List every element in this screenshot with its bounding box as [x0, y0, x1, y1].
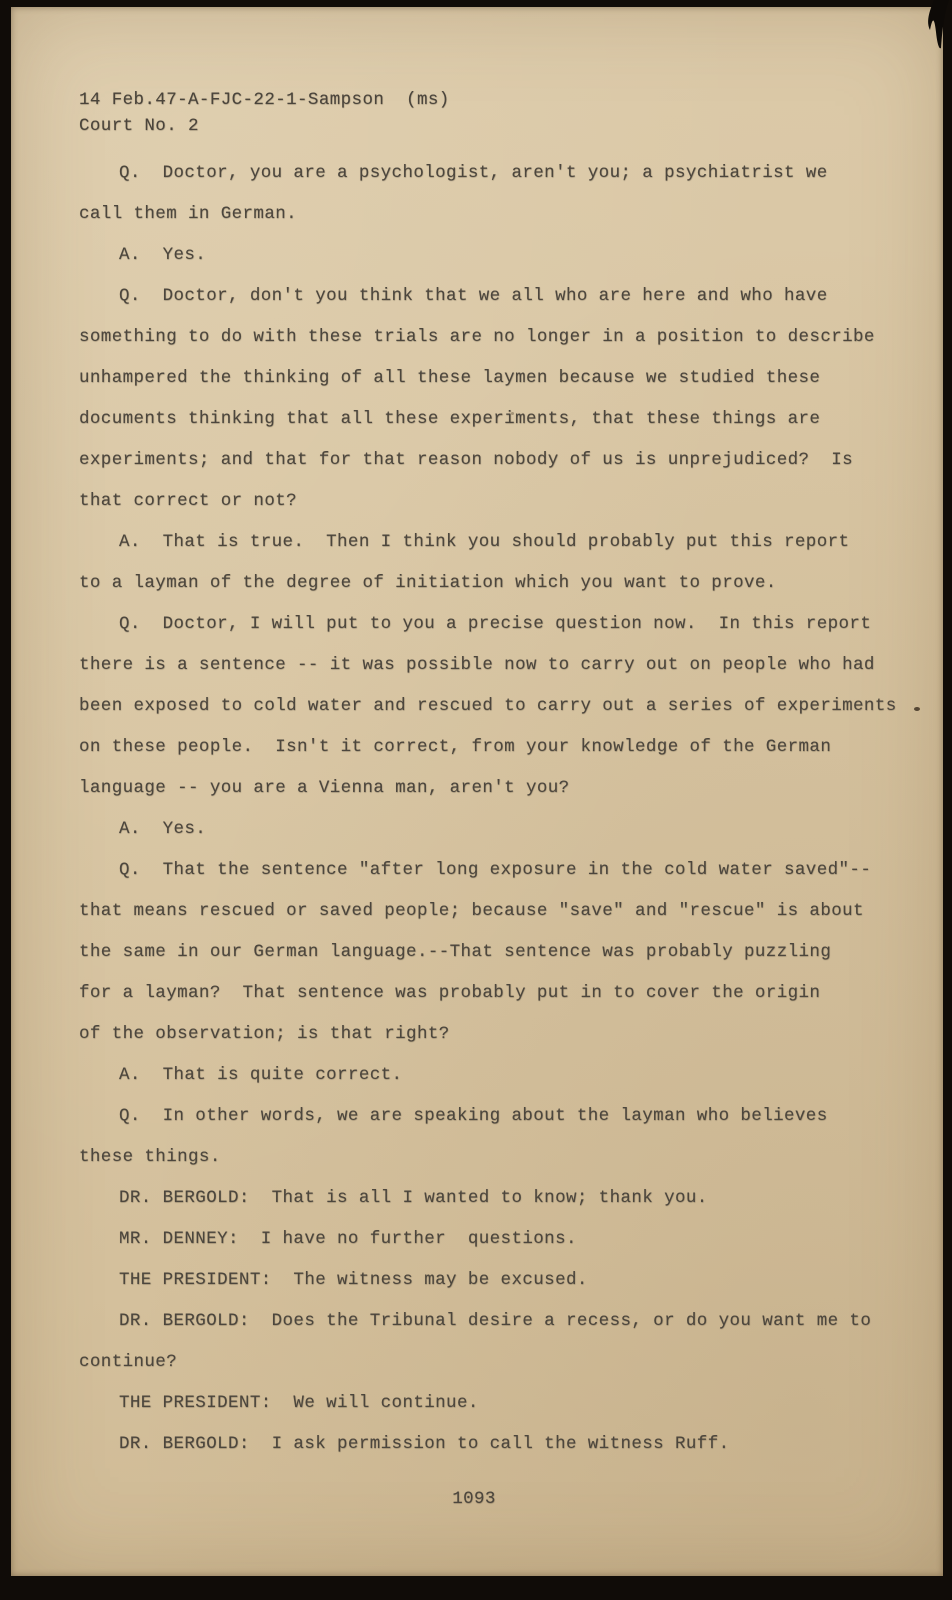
- transcript-line: Q. Doctor, you are a psychologist, aren't you; a psychiatrist we: [119, 163, 828, 183]
- transcript-line: A. That is true. Then I think you should probably put this report: [119, 532, 850, 552]
- transcript-line: Q. That the sentence "after long exposure in the cold water saved"--: [119, 860, 872, 880]
- transcript-line: for a layman? That sentence was probably put in to cover the origin: [79, 983, 821, 1003]
- paper-speck: [914, 707, 920, 711]
- paper-speck: [511, 412, 514, 415]
- transcript-line: these things.: [79, 1147, 221, 1167]
- transcript-line: A. Yes.: [119, 245, 207, 265]
- transcript-line: been exposed to cold water and rescued to carry out a series of experiments: [79, 696, 897, 716]
- transcript-line: A. Yes.: [119, 819, 207, 839]
- transcript-line: language -- you are a Vienna man, aren't you?: [79, 778, 570, 798]
- header-reference-line: 14 Feb.47-A-FJC-22-1-Sampson (ms): [79, 90, 450, 110]
- transcript-line: Q. Doctor, I will put to you a precise question now. In this report: [119, 614, 872, 634]
- transcript-line: documents thinking that all these experiments, that these things are: [79, 409, 821, 429]
- paper-sheet: [11, 7, 943, 1576]
- transcript-body: [79, 153, 897, 1465]
- typewritten-content: [79, 87, 897, 1520]
- transcript-line: Q. Doctor, don't you think that we all who are here and who have: [119, 286, 828, 306]
- transcript-line: THE PRESIDENT: We will continue.: [119, 1393, 479, 1413]
- transcript-line: something to do with these trials are no longer in a position to describe: [79, 327, 875, 347]
- transcript-line: that correct or not?: [79, 491, 298, 511]
- transcript-line: continue?: [79, 1352, 178, 1372]
- transcript-line: A. That is quite correct.: [119, 1065, 403, 1085]
- transcript-line: DR. BERGOLD: Does the Tribunal desire a recess, or do you want me to: [119, 1311, 872, 1331]
- transcript-line: unhampered the thinking of all these laymen because we studied these: [79, 368, 821, 388]
- page-number: 1093: [452, 1489, 496, 1509]
- transcript-line: experiments; and that for that reason nobody of us is unprejudiced? Is: [79, 450, 854, 470]
- transcript-line: THE PRESIDENT: The witness may be excused.: [119, 1270, 588, 1290]
- transcript-line: call them in German.: [79, 204, 298, 224]
- transcript-line: of the observation; is that right?: [79, 1024, 450, 1044]
- transcript-line: DR. BERGOLD: That is all I wanted to know; thank you.: [119, 1188, 708, 1208]
- header-court-line: Court No. 2: [79, 116, 199, 136]
- transcript-line: that means rescued or saved people; because "save" and "rescue" is about: [79, 901, 864, 921]
- transcript-line: on these people. Isn't it correct, from your knowledge of the German: [79, 737, 832, 757]
- transcript-line: to a layman of the degree of initiation which you want to prove.: [79, 573, 777, 593]
- transcript-line: Q. In other words, we are speaking about the layman who believes: [119, 1106, 828, 1126]
- transcript-line: DR. BERGOLD: I ask permission to call the witness Ruff.: [119, 1434, 730, 1454]
- ink-mark: [918, 0, 952, 58]
- transcript-line: MR. DENNEY: I have no further questions.: [119, 1229, 577, 1249]
- transcript-line: there is a sentence -- it was possible now to carry out on people who had: [79, 655, 875, 675]
- transcript-line: the same in our German language.--That sentence was probably puzzling: [79, 942, 832, 962]
